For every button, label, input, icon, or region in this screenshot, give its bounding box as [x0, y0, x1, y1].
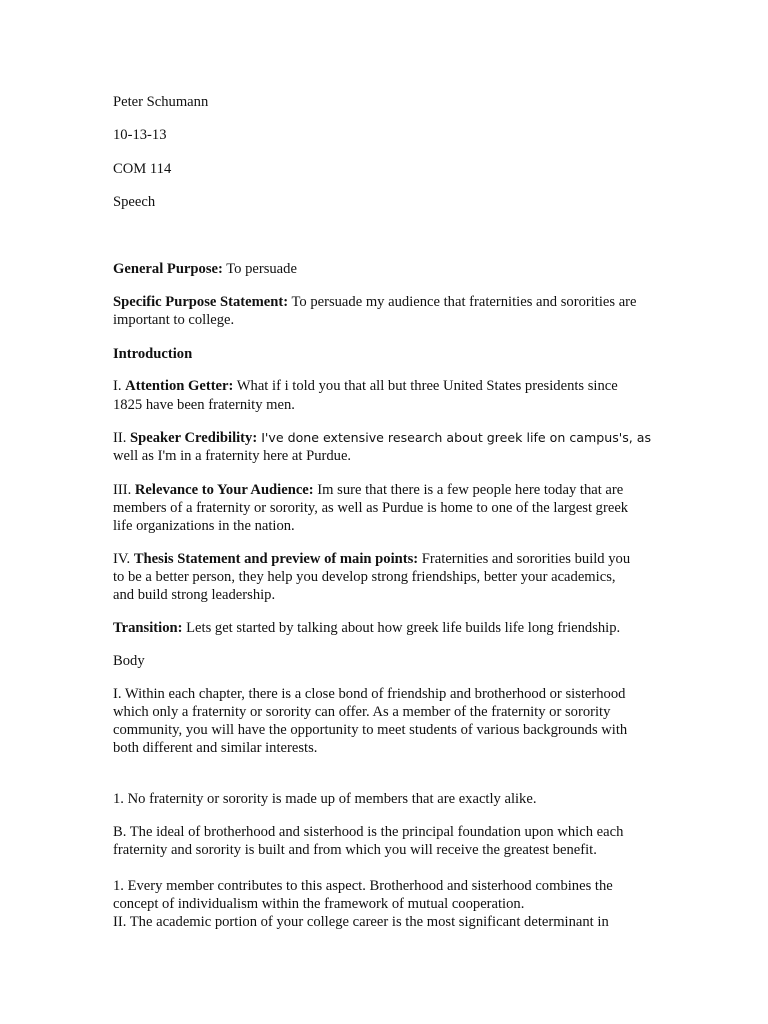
body-point-1-line-2: which only a fraternity or sorority can offer. As a member of the fraternity or sorority — [113, 704, 611, 720]
relevance-line-1 — [113, 481, 623, 499]
speaker-credibility-text-1: I've done extensive research about greek life on campus's, as — [257, 430, 652, 445]
sub-point-b-line-2: fraternity and sorority is built and from which you will receive the greatest benefit. — [113, 842, 597, 858]
transition-line — [113, 619, 620, 637]
body-heading: Body — [113, 653, 145, 669]
attention-getter-line-1 — [113, 377, 618, 395]
thesis-line-3: and build strong leadership. — [113, 587, 276, 603]
transition-text: Lets get started by talking about how greek life builds life long friendship. — [182, 620, 621, 636]
speaker-credibility-line-1 — [113, 429, 651, 447]
transition-label: Transition: — [113, 620, 183, 636]
thesis-line-1 — [113, 550, 630, 568]
body-point-1-line-1: I. Within each chapter, there is a close bond of friendship and brotherhood or sisterhood — [113, 686, 626, 702]
relevance-text-1: Im sure that there is a few people here today that are — [313, 482, 624, 498]
body-point-1-line-3: community, you will have the opportunity to meet students of various backgrounds with — [113, 722, 628, 738]
speaker-credibility-numeral: II. — [113, 430, 131, 446]
author-name: Peter Schumann — [113, 94, 209, 110]
general-purpose — [113, 260, 297, 278]
attention-getter-numeral: I. — [113, 378, 126, 394]
sub-point-1: 1. No fraternity or sorority is made up of members that are exactly alike. — [113, 791, 537, 807]
introduction-heading — [113, 345, 192, 363]
document-date: 10-13-13 — [113, 127, 167, 143]
relevance-numeral: III. — [113, 482, 135, 498]
relevance-line-2: members of a fraternity or sorority, as well as Purdue is home to one of the largest greek — [113, 500, 629, 516]
thesis-line-2: to be a better person, they help you develop strong friendships, better your academics, — [113, 569, 616, 585]
body-point-2-line-1: II. The academic portion of your college career is the most significant determinant in — [113, 914, 609, 930]
specific-purpose-text-1: To persuade my audience that fraternities and sororities are — [288, 294, 637, 310]
relevance-line-3: life organizations in the nation. — [113, 518, 295, 534]
thesis-numeral: IV. — [113, 551, 134, 567]
thesis-label: Thesis Statement and preview of main points: — [133, 551, 419, 567]
attention-getter-text-1: What if i told you that all but three United States presidents since — [233, 378, 618, 394]
sub-point-b-line-1: B. The ideal of brotherhood and sisterhood is the principal foundation upon which each — [113, 824, 624, 840]
general-purpose-text: To persuade — [222, 261, 297, 277]
attention-getter-label: Attention Getter: — [125, 378, 234, 394]
sub-point-1b-line-2: concept of individualism within the framework of mutual cooperation. — [113, 896, 525, 912]
thesis-text-1: Fraternities and sororities build you — [418, 551, 631, 567]
specific-purpose-line-2: important to college. — [113, 312, 235, 328]
speaker-credibility-label: Speaker Credibility: — [130, 430, 258, 446]
relevance-label: Relevance to Your Audience: — [134, 482, 314, 498]
course-code: COM 114 — [113, 161, 172, 177]
introduction-heading-text: Introduction — [113, 346, 193, 362]
sub-point-1b-line-1: 1. Every member contributes to this aspect. Brotherhood and sisterhood combines the — [113, 878, 613, 894]
body-point-1-line-4: both different and similar interests. — [113, 740, 318, 756]
specific-purpose-line-1 — [113, 293, 637, 311]
speaker-credibility-line-2: well as I'm in a fraternity here at Purdue. — [113, 448, 352, 464]
attention-getter-line-2: 1825 have been fraternity men. — [113, 397, 295, 413]
general-purpose-label: General Purpose: — [113, 261, 223, 277]
specific-purpose-label: Specific Purpose Statement: — [113, 294, 289, 310]
assignment-type: Speech — [113, 194, 156, 210]
